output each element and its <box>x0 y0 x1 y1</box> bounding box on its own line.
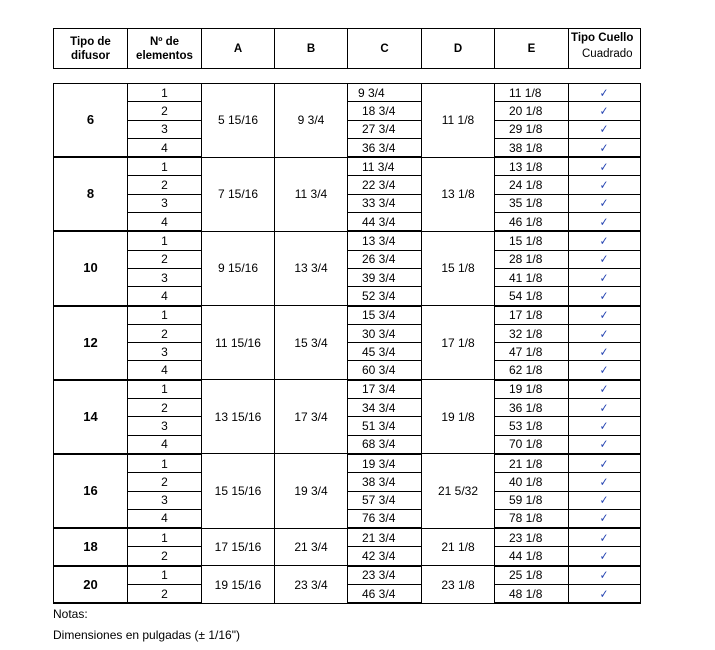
dim-d-cell: 23 1/8 <box>422 566 495 604</box>
dim-c-cell: 18 3/4 <box>348 102 422 120</box>
header-elementos <box>128 29 202 69</box>
dim-e-cell: 25 1/8 <box>495 566 569 585</box>
check-icon: ✓ <box>600 474 609 489</box>
check-icon: ✓ <box>600 140 609 155</box>
dim-c-cell: 76 3/4 <box>348 509 422 528</box>
elementos-cell: 3 <box>128 120 202 138</box>
check-icon: ✓ <box>600 418 609 433</box>
check-icon: ✓ <box>600 456 609 471</box>
table-row <box>54 454 641 473</box>
check-icon: ✓ <box>600 214 609 229</box>
check-icon: ✓ <box>600 530 609 545</box>
dim-a-cell: 19 15/16 <box>202 566 275 604</box>
check-icon: ✓ <box>600 344 609 359</box>
dim-a-cell: 7 15/16 <box>202 157 275 231</box>
table-row <box>54 213 641 232</box>
elementos-cell: 4 <box>128 435 202 454</box>
dim-c-cell: 42 3/4 <box>348 547 422 566</box>
table-row <box>54 176 641 194</box>
dim-c-cell: 30 3/4 <box>348 324 422 342</box>
cuello-check-cell <box>569 138 641 157</box>
cuello-check-cell <box>569 157 641 176</box>
dim-d-cell: 21 1/8 <box>422 528 495 566</box>
table-row <box>54 399 641 417</box>
dim-e-cell: 38 1/8 <box>495 138 569 157</box>
dim-e-cell: 28 1/8 <box>495 250 569 268</box>
dim-e-cell: 40 1/8 <box>495 473 569 491</box>
dim-e-cell: 13 1/8 <box>495 157 569 176</box>
cuello-check-cell <box>569 361 641 380</box>
cuello-check-cell <box>569 585 641 604</box>
cuello-check-cell <box>569 213 641 232</box>
elementos-cell: 1 <box>128 231 202 250</box>
header-b: B <box>275 29 348 69</box>
dim-e-cell: 11 1/8 <box>495 84 569 102</box>
elementos-cell: 1 <box>128 157 202 176</box>
dim-c-cell: 11 3/4 <box>348 157 422 176</box>
dim-c-cell: 9 3/4 <box>348 84 422 102</box>
elementos-cell: 2 <box>128 324 202 342</box>
cuello-check-cell <box>569 194 641 212</box>
dim-e-cell: 15 1/8 <box>495 231 569 250</box>
dim-e-cell: 70 1/8 <box>495 435 569 454</box>
elementos-cell: 1 <box>128 306 202 325</box>
table-row <box>54 324 641 342</box>
elementos-cell: 4 <box>128 509 202 528</box>
dim-e-cell: 41 1/8 <box>495 268 569 286</box>
check-icon: ✓ <box>600 437 609 452</box>
cuello-check-cell <box>569 380 641 399</box>
dim-e-cell: 59 1/8 <box>495 491 569 509</box>
table-row <box>54 566 641 585</box>
header-a: A <box>202 29 275 69</box>
dim-d-cell: 13 1/8 <box>422 157 495 231</box>
dim-c-cell: 21 3/4 <box>348 528 422 547</box>
header-tipo-line1: Tipo de <box>70 35 111 48</box>
table-row <box>54 102 641 120</box>
dim-e-cell: 44 1/8 <box>495 547 569 566</box>
check-icon: ✓ <box>600 400 609 415</box>
dim-e-cell: 17 1/8 <box>495 306 569 325</box>
tipo-difusor-cell: 8 <box>54 157 128 231</box>
dim-b-cell: 17 3/4 <box>275 380 348 454</box>
elementos-cell: 3 <box>128 194 202 212</box>
tipo-difusor-cell: 6 <box>54 84 128 158</box>
check-icon: ✓ <box>600 103 609 118</box>
elementos-cell: 2 <box>128 547 202 566</box>
dim-c-cell: 22 3/4 <box>348 176 422 194</box>
header-c: C <box>348 29 422 69</box>
table-row <box>54 361 641 380</box>
tipo-difusor-cell: 16 <box>54 454 128 528</box>
dim-e-cell: 62 1/8 <box>495 361 569 380</box>
cuello-check-cell <box>569 84 641 102</box>
table-row <box>54 547 641 566</box>
cuello-check-cell <box>569 454 641 473</box>
cuello-check-cell <box>569 306 641 325</box>
elementos-cell: 3 <box>128 268 202 286</box>
elementos-cell: 3 <box>128 343 202 361</box>
dim-e-cell: 23 1/8 <box>495 528 569 547</box>
dim-c-cell: 39 3/4 <box>348 268 422 286</box>
elementos-cell: 2 <box>128 585 202 604</box>
cuello-check-cell <box>569 491 641 509</box>
dim-c-cell: 51 3/4 <box>348 417 422 435</box>
table-row <box>54 491 641 509</box>
dim-c-cell: 60 3/4 <box>348 361 422 380</box>
dim-e-cell: 29 1/8 <box>495 120 569 138</box>
cuello-check-cell <box>569 176 641 194</box>
table-row <box>54 250 641 268</box>
dim-b-cell: 21 3/4 <box>275 528 348 566</box>
dim-b-cell: 23 3/4 <box>275 566 348 604</box>
header-elementos-line1: Nº de <box>149 35 180 48</box>
check-icon: ✓ <box>600 586 609 601</box>
dim-c-cell: 36 3/4 <box>348 138 422 157</box>
header-d: D <box>422 29 495 69</box>
check-icon: ✓ <box>600 196 609 211</box>
cuello-check-cell <box>569 435 641 454</box>
dim-e-cell: 47 1/8 <box>495 343 569 361</box>
dim-a-cell: 15 15/16 <box>202 454 275 528</box>
table-row <box>54 268 641 286</box>
dim-c-cell: 45 3/4 <box>348 343 422 361</box>
dim-c-cell: 27 3/4 <box>348 120 422 138</box>
dim-b-cell: 9 3/4 <box>275 84 348 158</box>
table-row <box>54 306 641 325</box>
check-icon: ✓ <box>600 568 609 583</box>
cuello-check-cell <box>569 417 641 435</box>
table-row <box>54 585 641 604</box>
check-icon: ✓ <box>600 85 609 100</box>
dim-c-cell: 52 3/4 <box>348 287 422 306</box>
cuello-check-cell <box>569 120 641 138</box>
tipo-difusor-cell: 18 <box>54 528 128 566</box>
cuello-check-cell <box>569 343 641 361</box>
dim-d-cell: 17 1/8 <box>422 306 495 380</box>
check-icon: ✓ <box>600 382 609 397</box>
dim-b-cell: 13 3/4 <box>275 231 348 305</box>
dim-e-cell: 20 1/8 <box>495 102 569 120</box>
dim-c-cell: 17 3/4 <box>348 380 422 399</box>
check-icon: ✓ <box>600 493 609 508</box>
notes-label: Notas: <box>53 607 88 621</box>
dimensions-table <box>53 83 641 604</box>
dim-e-cell: 35 1/8 <box>495 194 569 212</box>
dim-c-cell: 34 3/4 <box>348 399 422 417</box>
cuello-check-cell <box>569 399 641 417</box>
dim-e-cell: 53 1/8 <box>495 417 569 435</box>
elementos-cell: 4 <box>128 213 202 232</box>
tipo-difusor-cell: 20 <box>54 566 128 604</box>
dim-c-cell: 15 3/4 <box>348 306 422 325</box>
dim-a-cell: 9 15/16 <box>202 231 275 305</box>
elementos-cell: 2 <box>128 176 202 194</box>
dim-c-cell: 23 3/4 <box>348 566 422 585</box>
check-icon: ✓ <box>600 122 609 137</box>
check-icon: ✓ <box>600 288 609 303</box>
table-row <box>54 194 641 212</box>
elementos-cell: 2 <box>128 399 202 417</box>
dim-b-cell: 19 3/4 <box>275 454 348 528</box>
dim-e-cell: 21 1/8 <box>495 454 569 473</box>
elementos-cell: 1 <box>128 566 202 585</box>
dim-d-cell: 19 1/8 <box>422 380 495 454</box>
elementos-cell: 1 <box>128 84 202 102</box>
check-icon: ✓ <box>600 252 609 267</box>
header-cuello-label: Tipo Cuello <box>571 32 634 44</box>
dim-c-cell: 44 3/4 <box>348 213 422 232</box>
table-row <box>54 287 641 306</box>
table-row <box>54 417 641 435</box>
dim-a-cell: 11 15/16 <box>202 306 275 380</box>
cuello-check-cell <box>569 509 641 528</box>
cuello-check-cell <box>569 566 641 585</box>
check-icon: ✓ <box>600 363 609 378</box>
check-icon: ✓ <box>600 308 609 323</box>
elementos-cell: 4 <box>128 287 202 306</box>
dim-e-cell: 32 1/8 <box>495 324 569 342</box>
table-row <box>54 84 641 102</box>
cuello-check-cell <box>569 547 641 566</box>
header-tipo-line2: difusor <box>71 49 110 62</box>
dim-e-cell: 24 1/8 <box>495 176 569 194</box>
cuello-check-cell <box>569 250 641 268</box>
header-table <box>53 28 641 69</box>
dim-d-cell: 21 5/32 <box>422 454 495 528</box>
cuello-check-cell <box>569 231 641 250</box>
header-e: E <box>495 29 569 69</box>
check-icon: ✓ <box>600 549 609 564</box>
check-icon: ✓ <box>600 159 609 174</box>
check-icon: ✓ <box>600 326 609 341</box>
cuello-check-cell <box>569 287 641 306</box>
dim-c-cell: 57 3/4 <box>348 491 422 509</box>
check-icon: ✓ <box>600 178 609 193</box>
dim-a-cell: 13 15/16 <box>202 380 275 454</box>
dim-a-cell: 17 15/16 <box>202 528 275 566</box>
elementos-cell: 1 <box>128 454 202 473</box>
dim-c-cell: 33 3/4 <box>348 194 422 212</box>
table-row <box>54 380 641 399</box>
elementos-cell: 2 <box>128 250 202 268</box>
dim-c-cell: 19 3/4 <box>348 454 422 473</box>
elementos-cell: 1 <box>128 380 202 399</box>
table-row <box>54 120 641 138</box>
header-tipo <box>54 29 128 69</box>
table-row <box>54 509 641 528</box>
dim-d-cell: 15 1/8 <box>422 231 495 305</box>
check-icon: ✓ <box>600 234 609 249</box>
table-row <box>54 343 641 361</box>
elementos-cell: 3 <box>128 491 202 509</box>
table-row <box>54 473 641 491</box>
table-row <box>54 231 641 250</box>
dim-e-cell: 48 1/8 <box>495 585 569 604</box>
cuello-check-cell <box>569 268 641 286</box>
dim-c-cell: 26 3/4 <box>348 250 422 268</box>
elementos-cell: 2 <box>128 102 202 120</box>
tipo-difusor-cell: 10 <box>54 231 128 305</box>
dim-e-cell: 46 1/8 <box>495 213 569 232</box>
elementos-cell: 3 <box>128 417 202 435</box>
dim-e-cell: 36 1/8 <box>495 399 569 417</box>
dim-d-cell: 11 1/8 <box>422 84 495 158</box>
dim-e-cell: 19 1/8 <box>495 380 569 399</box>
elementos-cell: 4 <box>128 138 202 157</box>
dim-c-cell: 13 3/4 <box>348 231 422 250</box>
notes-text: Dimensiones en pulgadas (± 1/16") <box>53 628 240 642</box>
header-cuello-sub: Cuadrado <box>582 48 633 60</box>
cuello-check-cell <box>569 324 641 342</box>
elementos-cell: 1 <box>128 528 202 547</box>
dim-c-cell: 68 3/4 <box>348 435 422 454</box>
tipo-difusor-cell: 14 <box>54 380 128 454</box>
table-row <box>54 157 641 176</box>
dim-c-cell: 38 3/4 <box>348 473 422 491</box>
check-icon: ✓ <box>600 511 609 526</box>
dim-e-cell: 54 1/8 <box>495 287 569 306</box>
header-elementos-line2: elementos <box>136 49 193 62</box>
dimensions-table-body <box>54 84 641 604</box>
dim-e-cell: 78 1/8 <box>495 509 569 528</box>
tipo-difusor-cell: 12 <box>54 306 128 380</box>
dim-b-cell: 11 3/4 <box>275 157 348 231</box>
dim-a-cell: 5 15/16 <box>202 84 275 158</box>
dim-c-cell: 46 3/4 <box>348 585 422 604</box>
elementos-cell: 4 <box>128 361 202 380</box>
cuello-check-cell <box>569 528 641 547</box>
dim-b-cell: 15 3/4 <box>275 306 348 380</box>
cuello-check-cell <box>569 473 641 491</box>
table-row <box>54 528 641 547</box>
header-tipo-cuello <box>569 29 641 69</box>
table-row <box>54 138 641 157</box>
table-row <box>54 435 641 454</box>
cuello-check-cell <box>569 102 641 120</box>
elementos-cell: 2 <box>128 473 202 491</box>
check-icon: ✓ <box>600 270 609 285</box>
